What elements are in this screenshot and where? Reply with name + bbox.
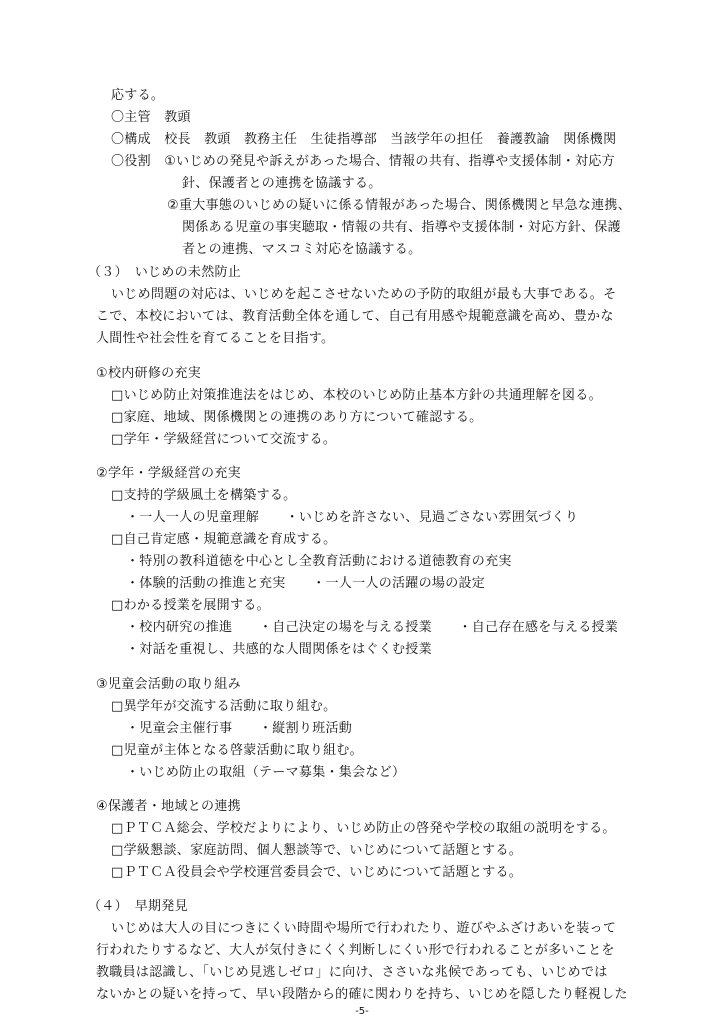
text-line: □自己肯定感・規範意識を育成する。 (111, 532, 337, 547)
text-line: 〇役割 ①いじめの発見や訴えがあった場合、情報の共有、指導や支援体制・対応方 (111, 154, 615, 169)
subsection-heading: ③児童会活動の取り組み (96, 677, 241, 692)
text-line: 〇構成 校長 教頭 教務主任 生徒指導部 当該学年の担任 養護教諭 関係機関 (111, 132, 617, 147)
text-line: こで、本校においては、教育活動全体を通して、自己有用感や規範意識を高め、豊かな (96, 309, 614, 324)
text-line: 教職員は認識し、「いじめ見逃しゼロ」に向け、ささいな兆候であっても、いじめでは (96, 965, 608, 980)
subsection-heading: ④保護者・地域との連携 (96, 799, 241, 814)
text-line: □わかる授業を展開する。 (111, 598, 270, 613)
text-line: □ＰＴＣＡ役員会や学校運営委員会で、いじめについて話題とする。 (111, 865, 523, 880)
text-line: □いじめ防止対策推進法をはじめ、本校のいじめ防止基本方針の共通理解を図る。 (111, 388, 602, 403)
section-heading: （３） いじめの未然防止 (88, 265, 242, 280)
text-line: いじめ問題の対応は、いじめを起こさせないための予防的取組が最も大事である。そ (111, 287, 617, 302)
text-line: ・一人一人の児童理解 ・いじめを許さない、見過ごさない雰囲気づくり (126, 510, 579, 525)
text-line: 者との連携、マスコミ対応を協議する。 (182, 242, 422, 257)
subsection-heading: ①校内研修の充実 (96, 366, 202, 381)
text-line: □支持的学級風土を構築する。 (111, 488, 297, 503)
text-line: ・いじめ防止の取組（テーマ募集・集会など） (126, 765, 406, 780)
text-line: □学年・学級経営について交流する。 (111, 432, 337, 447)
text-line: ・児童会主催行事 ・縦割り班活動 (126, 721, 353, 736)
text-line: □家庭、地域、関係機関との連携のあり方について確認する。 (111, 410, 483, 425)
section-heading: （４） 早期発見 (88, 899, 188, 914)
page-number: -5- (355, 1006, 369, 1017)
text-line: いじめは大人の目につきにくい時間や場所で行われたり、遊びやふざけあいを装って (111, 921, 617, 936)
text-line: ないかとの疑いを持って、早い段階から的確に関わりを持ち、いじめを隠したり軽視した (96, 987, 628, 1002)
text-line: 針、保護者との連携を協議する。 (182, 176, 382, 191)
text-line: □学級懇談、家庭訪問、個人懇談等で、いじめについて話題とする。 (111, 843, 523, 858)
text-line: ・特別の教科道徳を中心とし全教育活動における道徳教育の充実 (126, 554, 512, 569)
text-line: 応する。 (111, 88, 165, 103)
text-line: □ＰＴＣＡ総会、学校だよりにより、いじめ防止の啓発や学校の取組の説明をする。 (111, 821, 616, 836)
text-line: □児童が主体となる啓蒙活動に取り組む。 (111, 743, 363, 758)
text-line: □異学年が交流する活動に取り組む。 (111, 699, 337, 714)
text-line: 〇主管 教頭 (111, 110, 191, 125)
text-line: ②重大事態のいじめの疑いに係る情報があった場合、関係機関と早急な連携、 (167, 198, 632, 213)
subsection-heading: ②学年・学級経営の充実 (96, 466, 241, 481)
text-line: 行われたりするなど、大人が気付きにくく判断しにくい形で行われることが多いことを (96, 943, 615, 958)
text-line: 人間性や社会性を育てることを目指す。 (96, 331, 335, 346)
text-line: ・対話を重視し、共感的な人間関係をはぐくむ授業 (126, 642, 432, 657)
text-line: 関係ある児童の事実聴取・情報の共有、指導や支援体制・対応方針、保護 (182, 220, 621, 235)
text-line: ・体験的活動の推進と充実 ・一人一人の活躍の場の設定 (126, 576, 486, 591)
text-line: ・校内研究の推進 ・自己決定の場を与える授業 ・自己存在感を与える授業 (126, 620, 619, 635)
